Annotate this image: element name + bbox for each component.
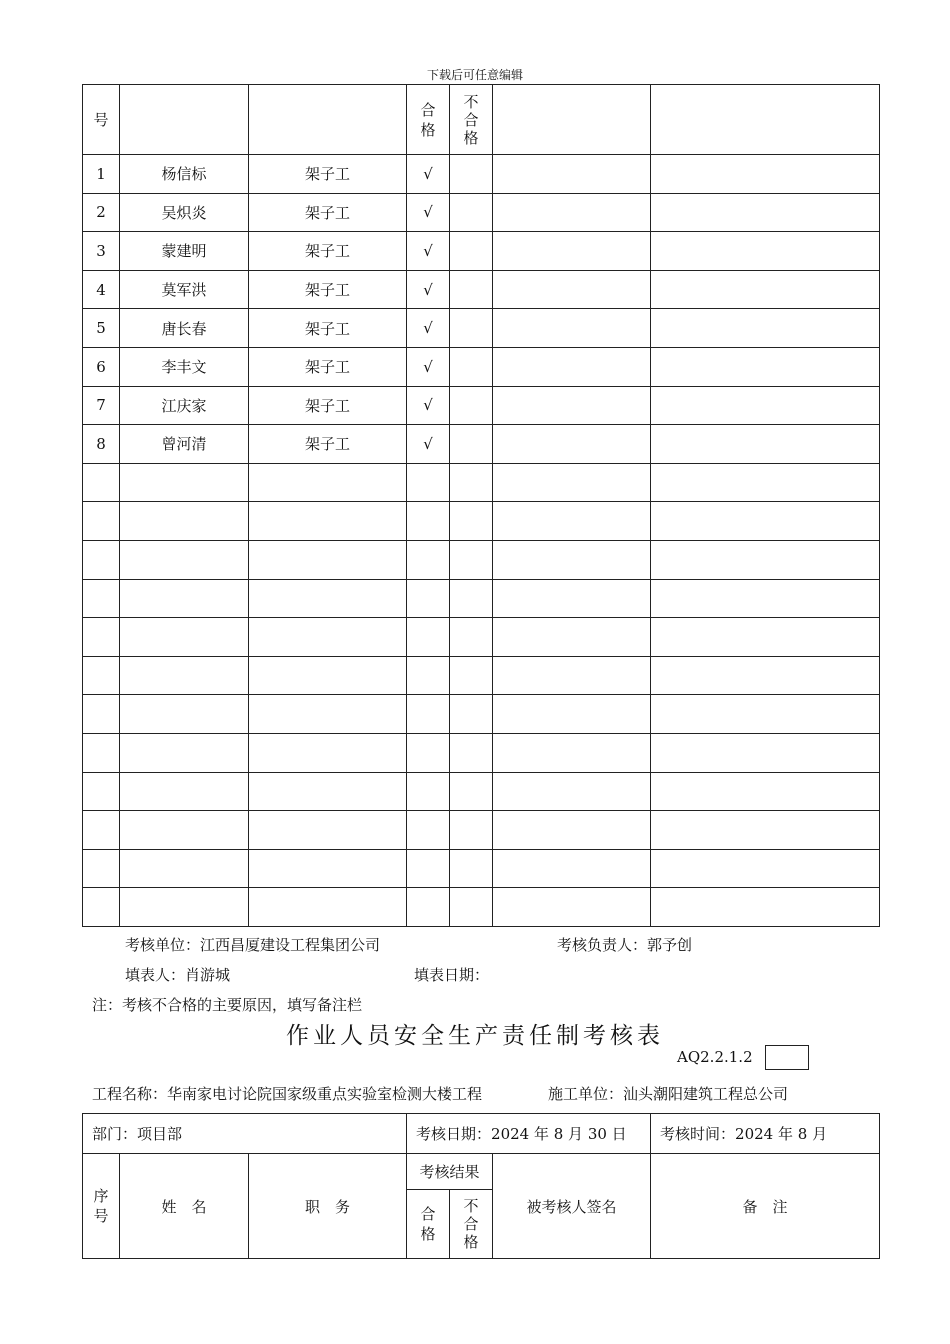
cell-remark bbox=[651, 733, 880, 772]
cell-name bbox=[120, 772, 249, 811]
dept-row bbox=[83, 1114, 880, 1154]
cell-pass: √ bbox=[407, 155, 450, 194]
cell-fail bbox=[450, 849, 493, 888]
table-row bbox=[83, 695, 880, 734]
cell-remark bbox=[651, 540, 880, 579]
cell-pass bbox=[407, 540, 450, 579]
assessment-leader: 考核负责人：郭予创 bbox=[557, 936, 693, 954]
cell-pass: √ bbox=[407, 232, 450, 271]
cell-fail bbox=[450, 425, 493, 464]
col-fail-header bbox=[450, 85, 493, 155]
cell-sign bbox=[493, 579, 651, 618]
cell-role bbox=[249, 888, 407, 927]
cell-fail bbox=[450, 232, 493, 271]
cell-pass bbox=[407, 463, 450, 502]
cell-name bbox=[120, 618, 249, 657]
cell-remark bbox=[651, 386, 880, 425]
cell-name: 杨信标 bbox=[120, 155, 249, 194]
table-row bbox=[83, 849, 880, 888]
cell-no bbox=[83, 656, 120, 695]
cell-sign bbox=[493, 155, 651, 194]
col-sign-header bbox=[493, 85, 651, 155]
col-name-header bbox=[120, 85, 249, 155]
column-header-row bbox=[83, 1154, 880, 1190]
cell-role bbox=[249, 579, 407, 618]
cell-no bbox=[83, 463, 120, 502]
cell-fail bbox=[450, 579, 493, 618]
cell-name bbox=[120, 811, 249, 850]
form-code: AQ2.2.1.2 bbox=[677, 1048, 753, 1066]
fail-label: 不合格 bbox=[463, 92, 479, 147]
cell-sign bbox=[493, 772, 651, 811]
cell-pass bbox=[407, 772, 450, 811]
table-row bbox=[83, 386, 880, 425]
col-remark-header bbox=[651, 85, 880, 155]
cell-sign bbox=[493, 386, 651, 425]
cell-remark bbox=[651, 155, 880, 194]
cell-name bbox=[120, 695, 249, 734]
cell-role bbox=[249, 733, 407, 772]
cell-fail bbox=[450, 309, 493, 348]
col-pass bbox=[407, 1190, 450, 1259]
cell-fail bbox=[450, 656, 493, 695]
cell-no: 6 bbox=[83, 347, 120, 386]
cell-fail bbox=[450, 155, 493, 194]
cell-sign bbox=[493, 695, 651, 734]
cell-pass bbox=[407, 811, 450, 850]
table-row bbox=[83, 270, 880, 309]
cell-no: 5 bbox=[83, 309, 120, 348]
form-title: 作业人员安全生产责任制考核表 bbox=[286, 1023, 664, 1049]
cell-no bbox=[83, 579, 120, 618]
table-row bbox=[83, 232, 880, 271]
cell-sign bbox=[493, 502, 651, 541]
cell-name bbox=[120, 888, 249, 927]
cell-no: 3 bbox=[83, 232, 120, 271]
cell-sign bbox=[493, 618, 651, 657]
cell-no bbox=[83, 772, 120, 811]
department: 部门：项目部 bbox=[83, 1114, 407, 1154]
cell-role: 架子工 bbox=[249, 309, 407, 348]
table-row bbox=[83, 618, 880, 657]
cell-pass bbox=[407, 695, 450, 734]
table-row bbox=[83, 733, 880, 772]
cell-remark bbox=[651, 888, 880, 927]
cell-sign bbox=[493, 540, 651, 579]
cell-pass bbox=[407, 888, 450, 927]
cell-fail bbox=[450, 347, 493, 386]
cell-remark bbox=[651, 772, 880, 811]
cell-role bbox=[249, 502, 407, 541]
cell-remark bbox=[651, 849, 880, 888]
cell-pass bbox=[407, 579, 450, 618]
cell-sign bbox=[493, 888, 651, 927]
cell-role bbox=[249, 811, 407, 850]
cell-name bbox=[120, 733, 249, 772]
table-row bbox=[83, 155, 880, 194]
footer-note: 注：考核不合格的主要原因，填写备注栏 bbox=[92, 996, 363, 1014]
cell-no bbox=[83, 540, 120, 579]
col-name: 姓 名 bbox=[120, 1154, 249, 1259]
table-row bbox=[83, 502, 880, 541]
col-pass-header bbox=[407, 85, 450, 155]
table-row bbox=[83, 193, 880, 232]
cell-sign bbox=[493, 270, 651, 309]
cell-pass bbox=[407, 733, 450, 772]
cell-remark bbox=[651, 232, 880, 271]
cell-role: 架子工 bbox=[249, 193, 407, 232]
cell-name: 李丰文 bbox=[120, 347, 249, 386]
table-row bbox=[83, 579, 880, 618]
cell-name bbox=[120, 463, 249, 502]
cell-name bbox=[120, 502, 249, 541]
cell-name: 莫军洪 bbox=[120, 270, 249, 309]
cell-pass: √ bbox=[407, 386, 450, 425]
table-row bbox=[83, 772, 880, 811]
cell-fail bbox=[450, 811, 493, 850]
cell-remark bbox=[651, 502, 880, 541]
cell-pass bbox=[407, 502, 450, 541]
cell-no: 7 bbox=[83, 386, 120, 425]
cell-no: 8 bbox=[83, 425, 120, 464]
cell-sign bbox=[493, 849, 651, 888]
cell-no bbox=[83, 811, 120, 850]
col-role-header bbox=[249, 85, 407, 155]
cell-role bbox=[249, 849, 407, 888]
cell-name: 蒙建明 bbox=[120, 232, 249, 271]
table-row bbox=[83, 811, 880, 850]
table-row bbox=[83, 347, 880, 386]
cell-remark bbox=[651, 811, 880, 850]
cell-no: 1 bbox=[83, 155, 120, 194]
cell-name bbox=[120, 540, 249, 579]
col-fail bbox=[450, 1190, 493, 1259]
cell-sign bbox=[493, 309, 651, 348]
cell-name bbox=[120, 849, 249, 888]
table-row bbox=[83, 425, 880, 464]
cell-role bbox=[249, 540, 407, 579]
col-pass-label: 合格 bbox=[420, 1205, 436, 1243]
cell-role bbox=[249, 656, 407, 695]
cell-role: 架子工 bbox=[249, 155, 407, 194]
header-note: 下载后可任意编辑 bbox=[426, 68, 523, 82]
table-row bbox=[83, 656, 880, 695]
cell-role bbox=[249, 772, 407, 811]
cell-pass: √ bbox=[407, 347, 450, 386]
cell-role bbox=[249, 618, 407, 657]
cell-remark bbox=[651, 193, 880, 232]
cell-pass bbox=[407, 656, 450, 695]
cell-sign bbox=[493, 232, 651, 271]
cell-no bbox=[83, 733, 120, 772]
table-row bbox=[83, 309, 880, 348]
cell-remark bbox=[651, 425, 880, 464]
cell-role: 架子工 bbox=[249, 425, 407, 464]
project-name: 工程名称：华南家电讨论院国家级重点实验室检测大楼工程 bbox=[92, 1085, 483, 1103]
cell-fail bbox=[450, 618, 493, 657]
cell-fail bbox=[450, 695, 493, 734]
pass-label: 合格 bbox=[420, 100, 436, 139]
cell-sign bbox=[493, 656, 651, 695]
cell-role: 架子工 bbox=[249, 270, 407, 309]
cell-sign bbox=[493, 347, 651, 386]
col-sign: 被考核人签名 bbox=[493, 1154, 651, 1259]
cell-sign bbox=[493, 193, 651, 232]
col-remark: 备 注 bbox=[651, 1154, 880, 1259]
cell-no bbox=[83, 888, 120, 927]
cell-remark bbox=[651, 309, 880, 348]
cell-remark bbox=[651, 347, 880, 386]
table-row bbox=[83, 463, 880, 502]
form-filler: 填表人：肖游城 bbox=[125, 966, 231, 984]
cell-pass: √ bbox=[407, 193, 450, 232]
cell-role: 架子工 bbox=[249, 347, 407, 386]
cell-pass bbox=[407, 849, 450, 888]
col-no-header: 号 bbox=[83, 85, 120, 155]
cell-pass: √ bbox=[407, 270, 450, 309]
col-result: 考核结果 bbox=[407, 1154, 493, 1190]
cell-fail bbox=[450, 463, 493, 502]
cell-role: 架子工 bbox=[249, 386, 407, 425]
cell-remark bbox=[651, 579, 880, 618]
cell-fail bbox=[450, 193, 493, 232]
cell-name: 唐长春 bbox=[120, 309, 249, 348]
cell-no bbox=[83, 849, 120, 888]
cell-role bbox=[249, 463, 407, 502]
cell-remark bbox=[651, 695, 880, 734]
cell-no bbox=[83, 695, 120, 734]
cell-name: 吴炽炎 bbox=[120, 193, 249, 232]
col-no-label: 序号 bbox=[93, 1187, 109, 1225]
cell-pass bbox=[407, 618, 450, 657]
assessment-date: 考核日期：2024 年 8 月 30 日 bbox=[407, 1114, 651, 1154]
table-row bbox=[83, 888, 880, 927]
cell-no bbox=[83, 502, 120, 541]
cell-fail bbox=[450, 540, 493, 579]
cell-pass: √ bbox=[407, 309, 450, 348]
cell-remark bbox=[651, 270, 880, 309]
cell-role bbox=[249, 695, 407, 734]
cell-sign bbox=[493, 733, 651, 772]
cell-fail bbox=[450, 772, 493, 811]
col-fail-label: 不合格 bbox=[463, 1197, 479, 1251]
cell-name: 曾河清 bbox=[120, 425, 249, 464]
assessment-unit: 考核单位：江西昌厦建设工程集团公司 bbox=[125, 936, 381, 954]
code-box bbox=[765, 1045, 809, 1070]
cell-fail bbox=[450, 386, 493, 425]
cell-pass: √ bbox=[407, 425, 450, 464]
cell-sign bbox=[493, 425, 651, 464]
cell-sign bbox=[493, 811, 651, 850]
cell-remark bbox=[651, 463, 880, 502]
cell-sign bbox=[493, 463, 651, 502]
contractor: 施工单位：汕头潮阳建筑工程总公司 bbox=[548, 1085, 789, 1103]
cell-name bbox=[120, 656, 249, 695]
assessment-table-header bbox=[82, 1113, 880, 1259]
table-row bbox=[83, 540, 880, 579]
cell-name bbox=[120, 579, 249, 618]
cell-remark bbox=[651, 656, 880, 695]
cell-fail bbox=[450, 888, 493, 927]
cell-no: 4 bbox=[83, 270, 120, 309]
fill-date: 填表日期： bbox=[414, 966, 490, 984]
cell-fail bbox=[450, 270, 493, 309]
cell-name: 江庆家 bbox=[120, 386, 249, 425]
cell-no: 2 bbox=[83, 193, 120, 232]
table-header-row bbox=[83, 85, 880, 155]
cell-remark bbox=[651, 618, 880, 657]
assessment-time: 考核时间：2024 年 8 月 bbox=[651, 1114, 880, 1154]
cell-fail bbox=[450, 733, 493, 772]
cell-no bbox=[83, 618, 120, 657]
col-no bbox=[83, 1154, 120, 1259]
assessment-table-continued bbox=[82, 84, 880, 927]
cell-role: 架子工 bbox=[249, 232, 407, 271]
col-role: 职 务 bbox=[249, 1154, 407, 1259]
cell-fail bbox=[450, 502, 493, 541]
